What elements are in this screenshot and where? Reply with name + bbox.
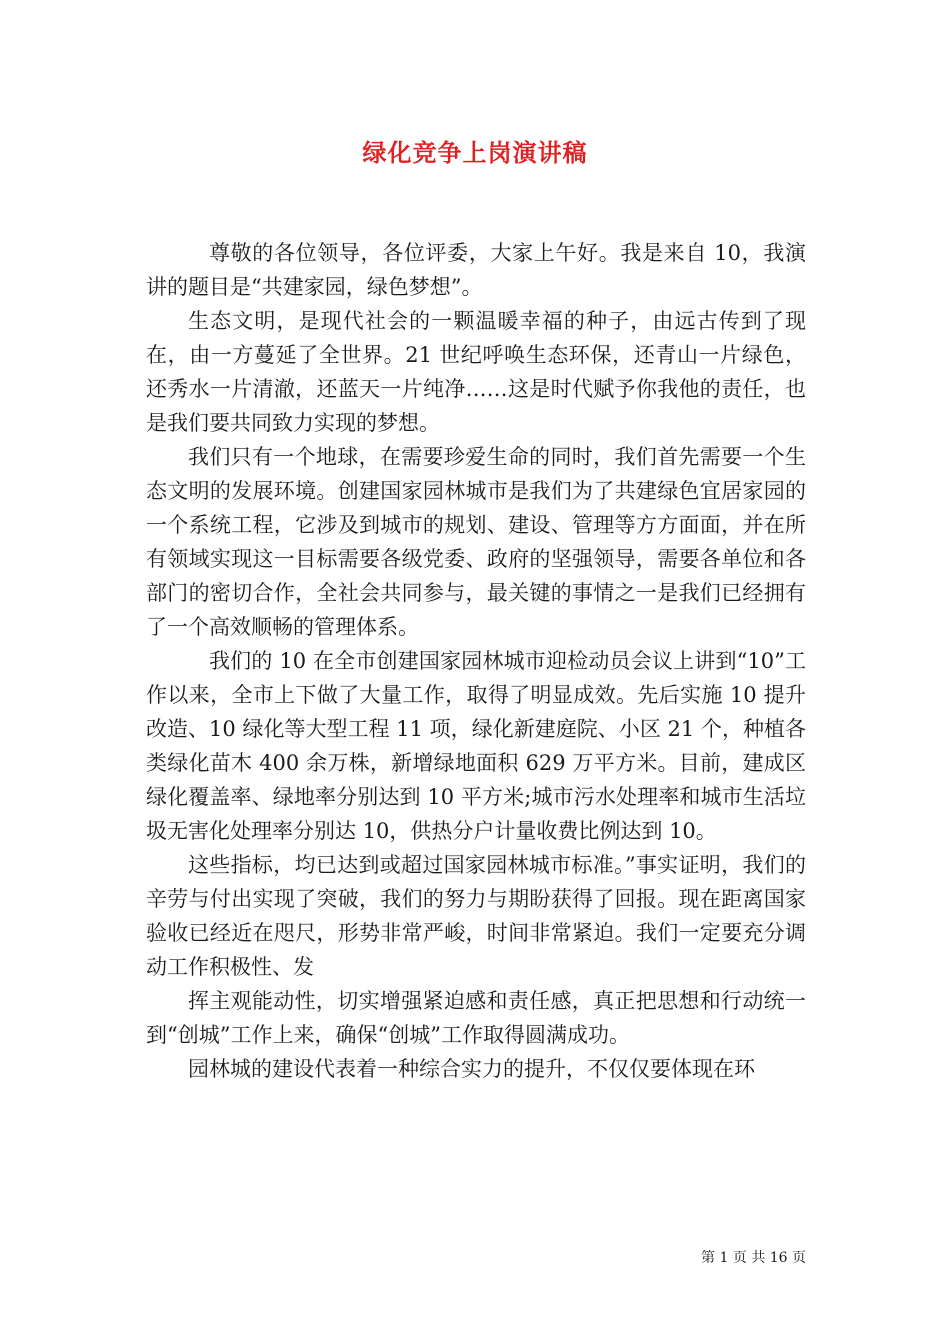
paragraph-initiative: 挥主观能动性，切实增强紧迫感和责任感，真正把思想和行动统一到“创城”工作上来，确保“创城”工作取得圆满成功。 xyxy=(146,989,806,1047)
paragraph-standards: 这些指标，均已达到或超过国家园林城市标准。”事实证明，我们的辛劳与付出实现了突破，我们的努力与期盼获得了回报。现在距离国家验收已经近在咫尺，形势非常严峻，时间非常紧迫。我们一定要充分调动工作积极性、发 xyxy=(146,853,806,979)
paragraph-ecological-civilization: 生态文明，是现代社会的一颗温暖幸福的种子，由远古传到了现在，由一方蔓延了全世界。21 世纪呼唤生态环保，还青山一片绿色，还秀水一片清澈，还蓝天一片纯净……这是时代赋予你我他的责任，也是我们要共同致力实现的梦想。 xyxy=(146,309,806,435)
paragraph-greeting: 尊敬的各位领导，各位评委，大家上午好。我是来自 10，我演讲的题目是“共建家园，绿色梦想”。 xyxy=(146,241,806,299)
document-title: 绿化竞争上岗演讲稿 xyxy=(362,138,588,167)
paragraph-garden-city: 园林城的建设代表着一种综合实力的提升，不仅仅要体现在环 xyxy=(188,1057,755,1081)
paragraph-one-earth: 我们只有一个地球，在需要珍爱生命的同时，我们首先需要一个生态文明的发展环境。创建国家园林城市是我们为了共建绿色宜居家园的一个系统工程，它涉及到城市的规划、建设、管理等方方面面，并在所有领域实现这一目标需要各级党委、政府的坚强领导，需要各单位和各部门的密切合作，全社会共同参与，最关键的事情之一是我们已经拥有了一个高效顺畅的管理体系。 xyxy=(146,445,806,639)
paragraph-achievements: 我们的 10 在全市创建国家园林城市迎检动员会议上讲到“10”工作以来，全市上下做了大量工作，取得了明显成效。先后实施 10 提升改造、10 绿化等大型工程 11 项，绿化新建庭院、小区 21 个，种植各类绿化苗木 400 余万株，新增绿地面积 629 万平方米。目前，建成区绿化覆盖率、绿地率分别达到 10 平方米;城市污水处理率和城市生活垃圾无害化处理率分别达 10，供热分户计量收费比例达到 10。 xyxy=(146,649,806,843)
page-number: 第 1 页 共 16 页 xyxy=(701,1250,806,1266)
document-body xyxy=(146,236,806,1086)
